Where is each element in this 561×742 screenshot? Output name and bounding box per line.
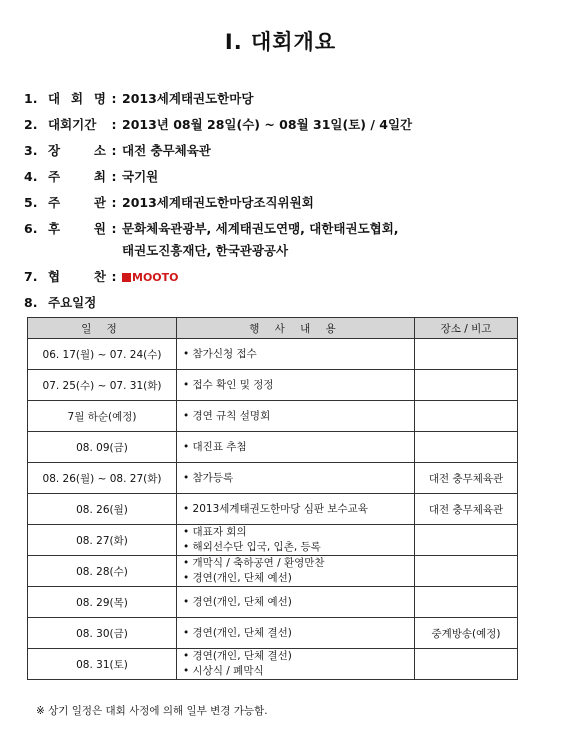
schedule-date: 08. 26(월) ~ 08. 27(화) [28,463,177,494]
schedule-place: 대전 충무체육관 [415,494,518,525]
table-row [28,463,518,494]
item-value: 2013세계태권도한마당조직위원회 [122,195,314,210]
schedule-place [415,432,518,463]
item-label: 대회기간 [48,117,97,132]
event-item: • 경연(개인, 단체 결선) [183,650,292,662]
item-label: 협 찬 [48,269,106,284]
schedule-events [177,556,415,587]
schedule-date: 08. 29(목) [28,587,177,618]
colon: : [111,117,117,132]
schedule-body [28,339,518,680]
list-item [24,264,544,290]
colon: : [111,91,117,106]
schedule-place [415,649,518,680]
list-item-continuation [24,242,544,264]
item-value: 문화체육관광부, 세계태권도연맹, 대한태권도협회, [122,221,399,236]
schedule-events [177,587,415,618]
schedule-place [415,556,518,587]
event-item: • 개막식 / 축하공연 / 환영만찬 [183,557,325,569]
event-item: • 해외선수단 입국, 입촌, 등록 [183,541,321,553]
item-number: 6. [24,221,38,236]
schedule-events [177,432,415,463]
item-label: 장 소 [48,143,106,158]
table-row [28,494,518,525]
item-number: 5. [24,195,38,210]
table-row [28,525,518,556]
event-item: • 참가신청 접수 [183,347,257,360]
overview-list [24,86,544,316]
colon: : [111,195,117,210]
list-item [24,216,544,242]
event-item: • 대표자 회의 [183,526,247,538]
schedule-events [177,525,415,556]
schedule-date: 08. 27(화) [28,525,177,556]
event-item: • 경연(개인, 단체 예선) [183,595,292,608]
schedule-place: 대전 충무체육관 [415,463,518,494]
table-row [28,339,518,370]
schedule-place [415,525,518,556]
item-value: 2013세계태권도한마당 [122,91,254,106]
schedule-place [415,370,518,401]
schedule-events [177,649,415,680]
item-number: 2. [24,117,38,132]
item-number: 1. [24,91,38,106]
schedule-place [415,401,518,432]
header-date: 일 정 [28,318,177,339]
header-place: 장소 / 비고 [415,318,518,339]
item-number: 4. [24,169,38,184]
item-number: 7. [24,269,38,284]
item-label: 대 회 명 [48,91,106,106]
item-label: 주요일정 [48,295,97,310]
schedule-place [415,587,518,618]
list-item [24,112,544,138]
schedule-date: 08. 30(금) [28,618,177,649]
item-value: 2013년 08월 28일(수) ~ 08월 31일(토) / 4일간 [122,117,413,132]
event-item: • 참가등록 [183,471,234,484]
event-item: • 대진표 추첨 [183,440,247,453]
event-item: • 접수 확인 및 정정 [183,378,274,391]
event-item: • 경연(개인, 단체 예선) [183,572,292,584]
event-item: • 경연(개인, 단체 결선) [183,626,292,639]
table-row [28,370,518,401]
colon: : [111,269,117,284]
table-row [28,556,518,587]
event-item: • 시상식 / 폐막식 [183,665,264,677]
colon: : [111,169,117,184]
table-row [28,587,518,618]
list-item [24,190,544,216]
schedule-date: 08. 31(토) [28,649,177,680]
schedule-date: 08. 26(월) [28,494,177,525]
item-label: 주 최 [48,169,106,184]
item-label: 주 관 [48,195,106,210]
list-item [24,86,544,112]
table-header-row [28,318,518,339]
event-item: • 경연 규칙 설명회 [183,409,271,422]
list-item [24,164,544,190]
schedule-date: 06. 17(월) ~ 07. 24(수) [28,339,177,370]
table-row [28,432,518,463]
schedule-events [177,494,415,525]
schedule-place: 중계방송(예정) [415,618,518,649]
colon: : [111,221,117,236]
item-value: 국기원 [122,169,159,184]
item-number: 3. [24,143,38,158]
logo-mark-icon [122,273,131,282]
schedule-date: 7월 하순(예정) [28,401,177,432]
schedule-events [177,339,415,370]
footnote: ※ 상기 일정은 대회 사정에 의해 일부 변경 가능함. [36,705,268,717]
schedule-events [177,370,415,401]
sponsor-logo: MOOTO [122,271,179,284]
item-value: 대전 충무체육관 [122,143,211,158]
item-number: 8. [24,295,38,310]
table-row [28,649,518,680]
schedule-place [415,339,518,370]
header-events: 행 사 내 용 [177,318,415,339]
table-row [28,401,518,432]
page-title: I. 대회개요 [224,30,337,54]
table-row [28,618,518,649]
schedule-date: 07. 25(수) ~ 07. 31(화) [28,370,177,401]
schedule-events [177,618,415,649]
list-item [24,138,544,164]
schedule-events [177,463,415,494]
schedule-date: 08. 09(금) [28,432,177,463]
schedule-events [177,401,415,432]
schedule-date: 08. 28(수) [28,556,177,587]
schedule-table [27,317,518,680]
list-item [24,290,544,316]
item-label: 후 원 [48,221,106,236]
colon: : [111,143,117,158]
event-item: • 2013세계태권도한마당 심판 보수교육 [183,502,368,515]
item-value: 태권도진흥재단, 한국관광공사 [122,243,289,258]
